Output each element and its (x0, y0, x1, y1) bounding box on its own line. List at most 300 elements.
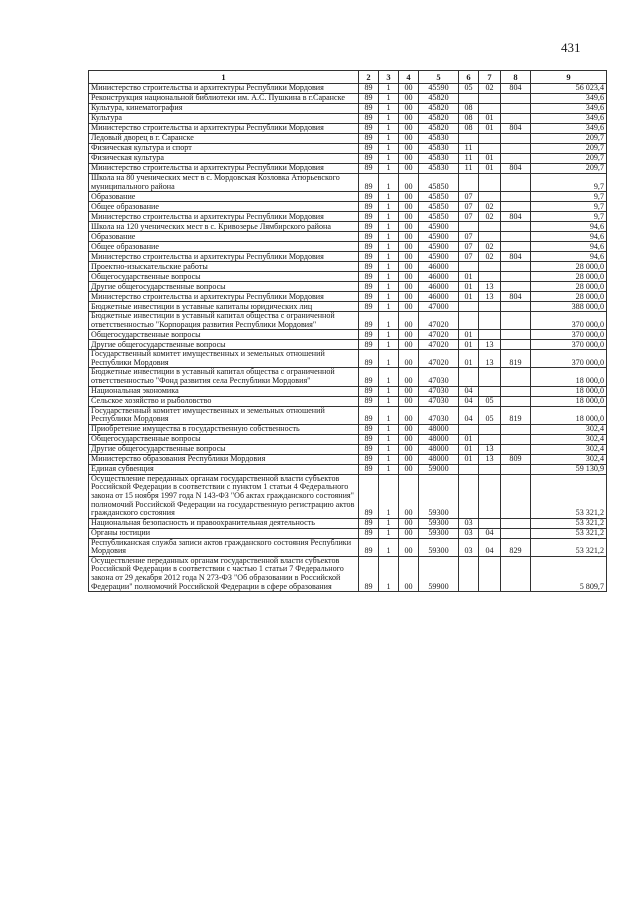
amount-cell: 209,7 (531, 134, 607, 144)
code-cell: 00 (399, 282, 419, 292)
code-cell: 47030 (419, 406, 459, 424)
code-cell: 01 (459, 272, 479, 282)
code-cell: 89 (359, 454, 379, 464)
code-cell (501, 474, 531, 518)
code-cell: 01 (459, 340, 479, 350)
code-cell: 1 (379, 312, 399, 330)
code-cell: 89 (359, 474, 379, 518)
table-row (89, 232, 607, 242)
code-cell (501, 330, 531, 340)
code-cell (479, 192, 501, 202)
row-name-cell: Другие общегосударственные вопросы (89, 340, 359, 350)
code-cell (501, 94, 531, 104)
code-cell: 48000 (419, 454, 459, 464)
code-cell (501, 202, 531, 212)
code-cell: 00 (399, 302, 419, 312)
code-cell: 45850 (419, 192, 459, 202)
row-name-cell: Республиканская служба записи актов гражданского состояния Республики Мордовия (89, 538, 359, 556)
code-cell: 04 (459, 406, 479, 424)
amount-cell: 302,4 (531, 454, 607, 464)
code-cell (459, 556, 479, 591)
code-cell: 45830 (419, 144, 459, 154)
code-cell (501, 424, 531, 434)
code-cell: 00 (399, 174, 419, 192)
code-cell (501, 272, 531, 282)
code-cell: 804 (501, 212, 531, 222)
code-cell: 45820 (419, 104, 459, 114)
amount-cell: 94,6 (531, 252, 607, 262)
code-cell: 02 (479, 212, 501, 222)
code-cell: 00 (399, 104, 419, 114)
code-cell: 47030 (419, 368, 459, 386)
code-cell (479, 272, 501, 282)
table-row (89, 396, 607, 406)
code-cell (501, 282, 531, 292)
row-name-cell: Сельское хозяйство и рыболовство (89, 396, 359, 406)
code-cell: 04 (459, 386, 479, 396)
code-cell (479, 434, 501, 444)
amount-cell: 302,4 (531, 444, 607, 454)
code-cell: 89 (359, 114, 379, 124)
amount-cell: 302,4 (531, 424, 607, 434)
code-cell (479, 368, 501, 386)
code-cell (479, 424, 501, 434)
code-cell (479, 330, 501, 340)
code-cell: 1 (379, 252, 399, 262)
code-cell: 89 (359, 242, 379, 252)
code-cell: 89 (359, 104, 379, 114)
amount-cell: 388 000,0 (531, 302, 607, 312)
amount-cell: 18 000,0 (531, 368, 607, 386)
amount-cell: 94,6 (531, 242, 607, 252)
code-cell: 02 (479, 202, 501, 212)
code-cell (501, 556, 531, 591)
amount-cell: 53 321,2 (531, 528, 607, 538)
table-row (89, 252, 607, 262)
code-cell: 89 (359, 518, 379, 528)
code-cell (501, 192, 531, 202)
table-row (89, 212, 607, 222)
code-cell (479, 174, 501, 192)
code-cell: 89 (359, 272, 379, 282)
code-cell: 89 (359, 538, 379, 556)
code-cell: 00 (399, 212, 419, 222)
amount-cell: 53 321,2 (531, 474, 607, 518)
code-cell (459, 464, 479, 474)
code-cell: 89 (359, 282, 379, 292)
row-name-cell: Общегосударственные вопросы (89, 434, 359, 444)
row-name-cell: Школа на 120 ученических мест в с. Кривозерье Лямбирского района (89, 222, 359, 232)
code-cell: 89 (359, 302, 379, 312)
row-name-cell: Министерство строительства и архитектуры Республики Мордовия (89, 124, 359, 134)
code-cell: 89 (359, 84, 379, 94)
code-cell: 1 (379, 232, 399, 242)
amount-cell: 302,4 (531, 434, 607, 444)
table-row (89, 350, 607, 368)
code-cell: 59000 (419, 464, 459, 474)
code-cell: 07 (459, 202, 479, 212)
amount-cell: 28 000,0 (531, 282, 607, 292)
amount-cell: 349,6 (531, 104, 607, 114)
code-cell: 1 (379, 386, 399, 396)
code-cell: 00 (399, 340, 419, 350)
code-cell: 13 (479, 454, 501, 464)
code-cell: 13 (479, 282, 501, 292)
code-cell: 89 (359, 350, 379, 368)
code-cell: 46000 (419, 262, 459, 272)
code-cell: 00 (399, 518, 419, 528)
code-cell: 1 (379, 84, 399, 94)
code-cell (501, 528, 531, 538)
code-cell: 48000 (419, 444, 459, 454)
code-cell: 03 (459, 518, 479, 528)
code-cell: 1 (379, 302, 399, 312)
row-name-cell: Общее образование (89, 202, 359, 212)
table-row (89, 124, 607, 134)
code-cell: 00 (399, 84, 419, 94)
row-name-cell: Бюджетные инвестиции в уставный капитал общества с ограниченной ответственностью "Корпорация развития Республики Мордовия" (89, 312, 359, 330)
code-cell (501, 242, 531, 252)
code-cell: 804 (501, 252, 531, 262)
table-row (89, 192, 607, 202)
code-cell: 1 (379, 94, 399, 104)
code-cell (459, 368, 479, 386)
code-cell: 45900 (419, 222, 459, 232)
table-row (89, 282, 607, 292)
code-cell: 00 (399, 114, 419, 124)
code-cell: 1 (379, 434, 399, 444)
code-cell: 00 (399, 350, 419, 368)
code-cell (501, 444, 531, 454)
column-header: 8 (501, 71, 531, 84)
code-cell: 00 (399, 434, 419, 444)
code-cell: 89 (359, 252, 379, 262)
row-name-cell: Министерство строительства и архитектуры Республики Мордовия (89, 292, 359, 302)
code-cell: 1 (379, 474, 399, 518)
code-cell: 89 (359, 434, 379, 444)
code-cell: 00 (399, 292, 419, 302)
code-cell: 01 (479, 154, 501, 164)
amount-cell: 9,7 (531, 202, 607, 212)
code-cell: 89 (359, 464, 379, 474)
code-cell: 1 (379, 164, 399, 174)
code-cell (479, 232, 501, 242)
code-cell: 00 (399, 538, 419, 556)
amount-cell: 94,6 (531, 232, 607, 242)
code-cell: 819 (501, 406, 531, 424)
code-cell (501, 396, 531, 406)
table-row (89, 330, 607, 340)
table-row (89, 406, 607, 424)
code-cell (479, 104, 501, 114)
code-cell: 89 (359, 192, 379, 202)
code-cell: 1 (379, 350, 399, 368)
row-name-cell: Национальная безопасность и правоохранительная деятельность (89, 518, 359, 528)
code-cell: 89 (359, 232, 379, 242)
code-cell: 1 (379, 124, 399, 134)
row-name-cell: Государственный комитет имущественных и земельных отношений Республики Мордовия (89, 406, 359, 424)
table-row (89, 84, 607, 94)
table-row (89, 454, 607, 464)
code-cell (501, 464, 531, 474)
column-header: 2 (359, 71, 379, 84)
row-name-cell: Другие общегосударственные вопросы (89, 282, 359, 292)
code-cell: 13 (479, 340, 501, 350)
amount-cell: 370 000,0 (531, 340, 607, 350)
code-cell: 89 (359, 312, 379, 330)
code-cell: 00 (399, 154, 419, 164)
code-cell: 01 (479, 124, 501, 134)
code-cell: 05 (479, 406, 501, 424)
table-row (89, 174, 607, 192)
page-number: 431 (561, 40, 581, 55)
row-name-cell: Осуществление переданных органам государственной власти субъектов Российской Федерации в соответствии с пунктом 1 статьи 4 Федерального закона от 15 ноября 1997 года N 143-ФЗ "Об актах гражданского состояния" полномочий Российской Федерации на государственную регистрацию актов гражданского состояния (89, 474, 359, 518)
code-cell: 47020 (419, 350, 459, 368)
code-cell: 46000 (419, 272, 459, 282)
code-cell: 11 (459, 164, 479, 174)
code-cell: 45590 (419, 84, 459, 94)
code-cell: 1 (379, 396, 399, 406)
code-cell: 48000 (419, 434, 459, 444)
code-cell: 89 (359, 144, 379, 154)
column-header: 5 (419, 71, 459, 84)
amount-cell: 53 321,2 (531, 538, 607, 556)
row-name-cell: Школа на 80 ученических мест в с. Мордовская Козловка Атюрьевского муниципального района (89, 174, 359, 192)
code-cell (479, 464, 501, 474)
column-header: 4 (399, 71, 419, 84)
table-row (89, 434, 607, 444)
code-cell: 01 (459, 330, 479, 340)
code-cell: 07 (459, 212, 479, 222)
column-header: 3 (379, 71, 399, 84)
code-cell (479, 134, 501, 144)
row-name-cell: Реконструкция национальной библиотеки им. А.С. Пушкина в г.Саранске (89, 94, 359, 104)
code-cell: 00 (399, 272, 419, 282)
code-cell: 809 (501, 454, 531, 464)
amount-cell: 53 321,2 (531, 518, 607, 528)
code-cell: 47030 (419, 396, 459, 406)
code-cell: 89 (359, 154, 379, 164)
code-cell: 89 (359, 222, 379, 232)
code-cell: 00 (399, 144, 419, 154)
code-cell: 01 (459, 292, 479, 302)
row-name-cell: Общегосударственные вопросы (89, 330, 359, 340)
code-cell: 89 (359, 528, 379, 538)
code-cell (501, 340, 531, 350)
code-cell (501, 114, 531, 124)
code-cell: 89 (359, 330, 379, 340)
code-cell: 804 (501, 124, 531, 134)
code-cell: 45850 (419, 174, 459, 192)
code-cell: 45900 (419, 252, 459, 262)
code-cell: 00 (399, 556, 419, 591)
table-row (89, 302, 607, 312)
row-name-cell: Национальная экономика (89, 386, 359, 396)
code-cell (479, 556, 501, 591)
code-cell (459, 262, 479, 272)
code-cell: 89 (359, 368, 379, 386)
amount-cell: 209,7 (531, 164, 607, 174)
code-cell: 45850 (419, 212, 459, 222)
table-row (89, 262, 607, 272)
amount-cell: 94,6 (531, 222, 607, 232)
code-cell: 1 (379, 134, 399, 144)
code-cell: 00 (399, 252, 419, 262)
code-cell: 89 (359, 174, 379, 192)
code-cell: 89 (359, 292, 379, 302)
row-name-cell: Министерство строительства и архитектуры Республики Мордовия (89, 164, 359, 174)
code-cell: 1 (379, 222, 399, 232)
code-cell: 1 (379, 144, 399, 154)
code-cell: 1 (379, 174, 399, 192)
amount-cell: 209,7 (531, 154, 607, 164)
code-cell: 59300 (419, 474, 459, 518)
code-cell: 89 (359, 94, 379, 104)
code-cell (501, 518, 531, 528)
code-cell (459, 312, 479, 330)
code-cell (479, 312, 501, 330)
code-cell: 45830 (419, 164, 459, 174)
row-name-cell: Единая субвенция (89, 464, 359, 474)
code-cell: 804 (501, 164, 531, 174)
code-cell (459, 424, 479, 434)
code-cell: 89 (359, 340, 379, 350)
amount-cell: 56 023,4 (531, 84, 607, 94)
code-cell: 89 (359, 444, 379, 454)
code-cell (479, 518, 501, 528)
code-cell: 00 (399, 474, 419, 518)
table-row (89, 340, 607, 350)
row-name-cell: Бюджетные инвестиции в уставный капитал общества с ограниченной ответственностью "Фонд развития села Республики Мордовия" (89, 368, 359, 386)
code-cell (501, 232, 531, 242)
code-cell: 45830 (419, 154, 459, 164)
column-header: 9 (531, 71, 607, 84)
code-cell: 1 (379, 444, 399, 454)
row-name-cell: Министерство строительства и архитектуры Республики Мордовия (89, 84, 359, 94)
code-cell (501, 104, 531, 114)
code-cell (479, 386, 501, 396)
code-cell: 04 (459, 396, 479, 406)
amount-cell: 28 000,0 (531, 262, 607, 272)
code-cell: 07 (459, 252, 479, 262)
code-cell: 13 (479, 292, 501, 302)
code-cell (459, 174, 479, 192)
code-cell: 59300 (419, 538, 459, 556)
code-cell: 89 (359, 406, 379, 424)
table-row (89, 368, 607, 386)
code-cell: 1 (379, 154, 399, 164)
budget-table (88, 70, 607, 592)
row-name-cell: Проектно-изыскательские работы (89, 262, 359, 272)
code-cell (501, 302, 531, 312)
code-cell: 01 (479, 114, 501, 124)
amount-cell: 18 000,0 (531, 406, 607, 424)
code-cell: 00 (399, 192, 419, 202)
amount-cell: 5 809,7 (531, 556, 607, 591)
column-header: 7 (479, 71, 501, 84)
code-cell: 1 (379, 114, 399, 124)
table-row (89, 202, 607, 212)
table-row (89, 292, 607, 302)
code-cell: 08 (459, 124, 479, 134)
code-cell (501, 312, 531, 330)
code-cell: 00 (399, 222, 419, 232)
code-cell: 00 (399, 164, 419, 174)
code-cell (459, 134, 479, 144)
code-cell: 00 (399, 124, 419, 134)
code-cell (501, 134, 531, 144)
table-row (89, 94, 607, 104)
code-cell: 07 (459, 232, 479, 242)
code-cell (501, 386, 531, 396)
table-row (89, 312, 607, 330)
code-cell: 829 (501, 538, 531, 556)
code-cell: 00 (399, 232, 419, 242)
amount-cell: 370 000,0 (531, 330, 607, 340)
amount-cell: 9,7 (531, 192, 607, 202)
row-name-cell: Приобретение имущества в государственную собственность (89, 424, 359, 434)
code-cell: 01 (459, 454, 479, 464)
row-name-cell: Культура (89, 114, 359, 124)
code-cell: 45850 (419, 202, 459, 212)
code-cell: 01 (459, 350, 479, 368)
table-row (89, 444, 607, 454)
code-cell: 89 (359, 164, 379, 174)
code-cell: 01 (459, 444, 479, 454)
table-row (89, 134, 607, 144)
table-row (89, 474, 607, 518)
code-cell (501, 222, 531, 232)
code-cell: 47030 (419, 386, 459, 396)
code-cell (501, 154, 531, 164)
code-cell: 13 (479, 444, 501, 454)
row-name-cell: Министерство строительства и архитектуры Республики Мордовия (89, 212, 359, 222)
code-cell: 04 (479, 528, 501, 538)
code-cell: 1 (379, 528, 399, 538)
code-cell: 45830 (419, 134, 459, 144)
code-cell (479, 262, 501, 272)
column-header: 6 (459, 71, 479, 84)
code-cell: 47000 (419, 302, 459, 312)
table-row (89, 242, 607, 252)
code-cell: 45820 (419, 124, 459, 134)
table-row (89, 164, 607, 174)
code-cell: 01 (479, 164, 501, 174)
amount-cell: 28 000,0 (531, 292, 607, 302)
code-cell: 45820 (419, 94, 459, 104)
code-cell: 1 (379, 282, 399, 292)
code-cell: 45900 (419, 232, 459, 242)
row-name-cell: Общее образование (89, 242, 359, 252)
amount-cell: 349,6 (531, 94, 607, 104)
code-cell: 1 (379, 212, 399, 222)
code-cell (479, 474, 501, 518)
table-row (89, 386, 607, 396)
code-cell: 05 (459, 84, 479, 94)
code-cell: 01 (459, 434, 479, 444)
row-name-cell: Осуществление переданных органам государственной власти субъектов Российской Федерации в соответствии с частью 1 статьи 7 Федерального закона от 29 декабря 2012 года N 273-ФЗ "Об образовании в Российской Федерации" полномочий Российской Федерации в сфере образования (89, 556, 359, 591)
code-cell (459, 302, 479, 312)
code-cell: 1 (379, 262, 399, 272)
code-cell: 47020 (419, 330, 459, 340)
code-cell (479, 302, 501, 312)
code-cell: 1 (379, 104, 399, 114)
code-cell: 00 (399, 202, 419, 212)
table-row (89, 518, 607, 528)
code-cell: 89 (359, 124, 379, 134)
code-cell: 01 (459, 282, 479, 292)
code-cell: 02 (479, 84, 501, 94)
